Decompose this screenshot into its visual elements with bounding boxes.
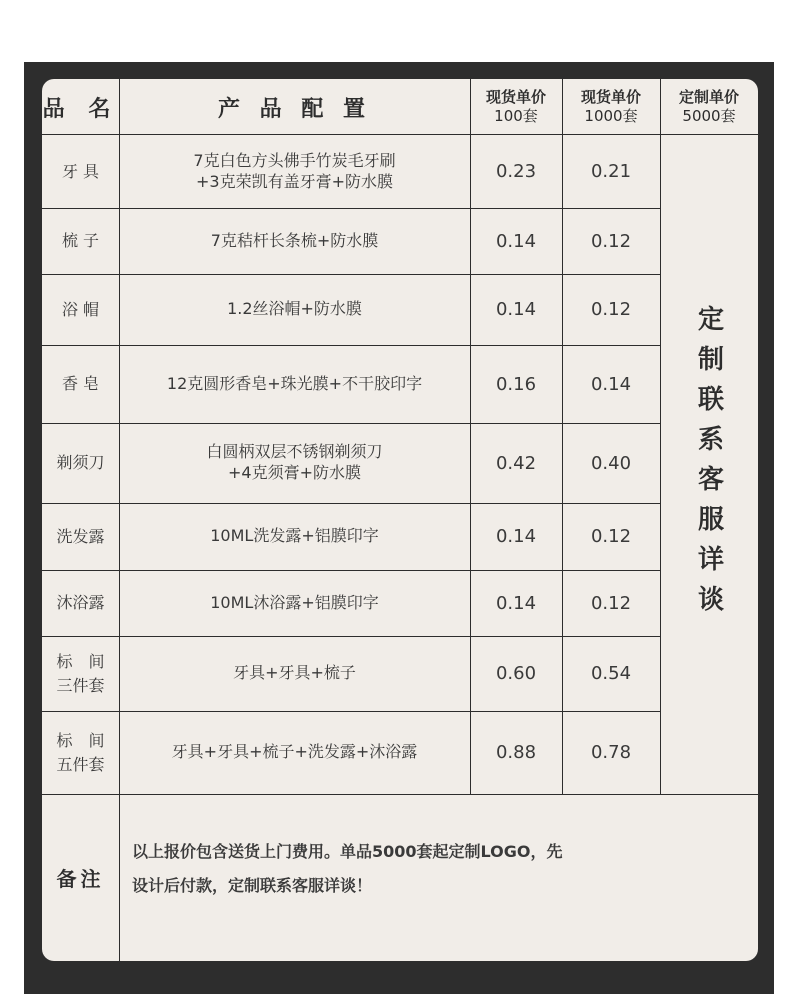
price-100: 0.42 bbox=[495, 452, 537, 474]
grid-line-horizontal bbox=[42, 711, 660, 712]
price-1000: 0.12 bbox=[590, 526, 632, 547]
header-custom-5000-sub: 5000套 bbox=[682, 107, 736, 125]
grid-line-horizontal bbox=[42, 208, 660, 209]
grid-line-horizontal bbox=[42, 794, 758, 795]
header-stock-1000-sub: 1000套 bbox=[584, 107, 638, 125]
product-name: 香 皂 bbox=[61, 374, 100, 394]
grid-line-vertical bbox=[562, 79, 563, 794]
price-100: 0.14 bbox=[495, 299, 537, 320]
header-stock-100-sub: 100套 bbox=[494, 107, 538, 125]
price-100: 0.60 bbox=[495, 663, 537, 684]
header-stock-1000-title: 现货单价 bbox=[580, 88, 641, 107]
header-custom-5000-title: 定制单价 bbox=[678, 88, 739, 107]
price-100: 0.23 bbox=[495, 161, 537, 182]
header-name: 品 名 bbox=[42, 96, 119, 122]
product-name: 沐浴露 bbox=[56, 593, 105, 613]
product-config: 牙具+牙具+梳子 bbox=[233, 663, 356, 683]
product-config: 10ML沐浴露+铝膜印字 bbox=[210, 592, 379, 612]
product-config: 7克秸杆长条梳+防水膜 bbox=[210, 230, 379, 250]
price-100: 0.16 bbox=[495, 373, 537, 395]
price-1000: 0.14 bbox=[590, 373, 632, 395]
grid-line-horizontal bbox=[42, 274, 660, 275]
grid-line-horizontal bbox=[42, 503, 660, 504]
note-label: 备注 bbox=[56, 867, 105, 891]
price-1000: 0.54 bbox=[590, 663, 632, 684]
product-name: 浴 帽 bbox=[61, 299, 100, 319]
header-custom-5000 bbox=[660, 79, 758, 135]
product-config: 7克白色方头佛手竹炭毛牙刷 +3克荣凯有盖牙膏+防水膜 bbox=[193, 150, 396, 191]
product-name: 标 间 三件套 bbox=[56, 652, 105, 695]
price-1000: 0.12 bbox=[590, 230, 632, 252]
price-100: 0.14 bbox=[495, 526, 537, 547]
product-name: 洗发露 bbox=[56, 526, 105, 546]
price-1000: 0.12 bbox=[590, 299, 632, 320]
header-stock-100 bbox=[470, 79, 562, 135]
price-1000: 0.78 bbox=[590, 742, 632, 763]
custom-contact-text: 定制联系客服详谈 bbox=[693, 304, 724, 625]
price-100: 0.88 bbox=[495, 742, 537, 763]
product-name: 标 间 五件套 bbox=[56, 731, 105, 774]
product-name: 梳 子 bbox=[61, 231, 100, 251]
header-stock-100-title: 现货单价 bbox=[485, 88, 546, 107]
grid-line-vertical bbox=[660, 79, 661, 794]
price-table bbox=[42, 79, 758, 961]
grid-line-horizontal bbox=[42, 636, 660, 637]
product-name: 剃须刀 bbox=[56, 453, 105, 473]
grid-line-horizontal bbox=[42, 570, 660, 571]
price-100: 0.14 bbox=[495, 592, 537, 614]
grid-line-vertical bbox=[470, 79, 471, 794]
product-config: 白圆柄双层不锈钢剃须刀 +4克须膏+防水膜 bbox=[206, 442, 383, 482]
grid-line-vertical bbox=[119, 79, 120, 961]
grid-line-horizontal bbox=[42, 423, 660, 424]
header-stock-1000 bbox=[562, 79, 660, 135]
price-1000: 0.40 bbox=[590, 452, 632, 474]
grid-line-horizontal bbox=[42, 134, 758, 135]
product-config: 1.2丝浴帽+防水膜 bbox=[227, 299, 362, 319]
header-config: 产 品 配 置 bbox=[218, 96, 371, 122]
product-name: 牙 具 bbox=[61, 161, 100, 181]
price-1000: 0.12 bbox=[590, 592, 632, 614]
product-config: 10ML洗发露+铝膜印字 bbox=[210, 526, 379, 546]
price-1000: 0.21 bbox=[590, 161, 632, 182]
product-config: 12克圆形香皂+珠光膜+不干胶印字 bbox=[166, 373, 423, 393]
price-100: 0.14 bbox=[495, 230, 537, 252]
product-config: 牙具+牙具+梳子+洗发露+沐浴露 bbox=[171, 742, 418, 762]
grid-line-horizontal bbox=[42, 345, 660, 346]
note-text: 以上报价包含送货上门费用。单品5000套起定制LOGO，先 设计后付款，定制联系客服详谈！ bbox=[132, 842, 563, 895]
